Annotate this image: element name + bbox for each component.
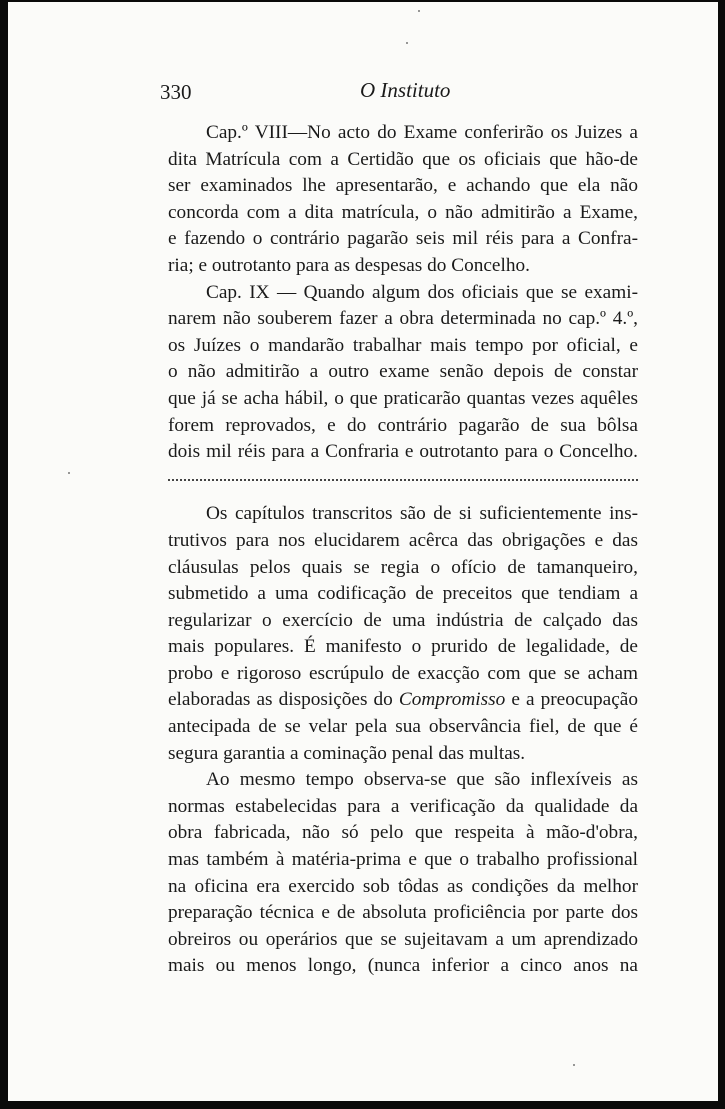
text-line: dois mil réis para a Confraria e outrotanto para o Concelho. <box>168 441 638 463</box>
text-line: obra fabricada, não só pelo que respeita à mão-d'obra, <box>168 822 638 844</box>
text-line: dita Matrícula com a Certidão que os oficiais que hão-de <box>168 148 638 170</box>
text-line: Cap. IX — Quando algum dos oficiais que se exami- <box>206 281 638 303</box>
text-line: regularizar o exercício de uma indústria de calçado das <box>168 609 638 631</box>
paragraph-observation <box>168 767 638 980</box>
scan-speck <box>573 1064 575 1066</box>
paragraph-cap-viii <box>168 120 638 280</box>
paragraph-cap-ix <box>168 280 638 466</box>
text-line: probo e rigoroso escrúpulo de exacção com que se acham <box>168 662 638 684</box>
text-line: os Juízes o mandarão trabalhar mais tempo por oficial, e <box>168 334 638 356</box>
body-text <box>168 120 638 980</box>
text-line: mas também à matéria-prima e que o trabalho profissional <box>168 849 638 871</box>
dotted-separator <box>168 453 638 482</box>
italic-title: Compromisso <box>398 689 506 711</box>
text-line: forem reprovados, e do contrário pagarão de sua bôlsa <box>168 414 638 436</box>
text-line: Os capítulos transcritos são de si suficientemente ins- <box>206 503 638 525</box>
paragraph-commentary <box>168 501 638 767</box>
running-title: O Instituto <box>360 78 451 102</box>
scan-speck <box>418 10 420 12</box>
text-line: que já se acha hábil, o que praticarão quantas vezes aquêles <box>168 387 638 409</box>
scan-speck <box>68 472 70 474</box>
scan-speck <box>406 42 408 44</box>
text-line: o não admitirão a outro exame senão depois de constar <box>168 361 638 383</box>
text-line <box>168 687 638 714</box>
text-line: preparação técnica e de absoluta proficiência por parte dos <box>168 902 638 924</box>
text-line: mais populares. É manifesto o prurido de legalidade, de <box>168 636 638 658</box>
text-line: ria; e outrotanto para as despesas do Concelho. <box>168 254 530 276</box>
text-line: na oficina era exercido sob tôdas as condições da melhor <box>168 875 638 897</box>
text-line: concorda com a dita matrícula, o não admitirão a Exame, <box>168 201 638 223</box>
text-line: segura garantia a cominação penal das multas. <box>168 742 526 764</box>
text-fragment: elaboradas as disposições do <box>168 689 399 711</box>
text-line: antecipada de se velar pela sua observância fiel, de que é <box>168 716 638 738</box>
text-line: Cap.º VIII—No acto do Exame conferirão os Juizes a <box>206 122 638 143</box>
text-line: narem não souberem fazer a obra determinada no cap.º 4.º, <box>168 308 638 330</box>
running-head <box>160 76 645 108</box>
text-line: submetido a uma codificação de preceitos que tendiam a <box>168 583 638 605</box>
text-line: obreiros ou operários que se sujeitavam a um aprendizado <box>168 928 638 950</box>
text-line: cláusulas pelos quais se regia o ofício de tamanqueiro, <box>168 556 638 578</box>
text-line: normas estabelecidas para a verificação da qualidade da <box>168 795 638 817</box>
text-line: ser examinados lhe apresentarão, e achando que ela não <box>168 175 638 197</box>
text-line: trutivos para nos elucidarem acêrca das obrigações e das <box>168 529 638 551</box>
text-line: Ao mesmo tempo observa-se que são inflexíveis as <box>206 769 638 791</box>
page-number: 330 <box>160 80 192 104</box>
text-fragment: e a preocupação <box>505 689 638 711</box>
text-line: e fazendo o contrário pagarão seis mil réis para a Confra- <box>168 228 638 250</box>
text-line: mais ou menos longo, (nunca inferior a cinco anos na <box>168 955 638 977</box>
